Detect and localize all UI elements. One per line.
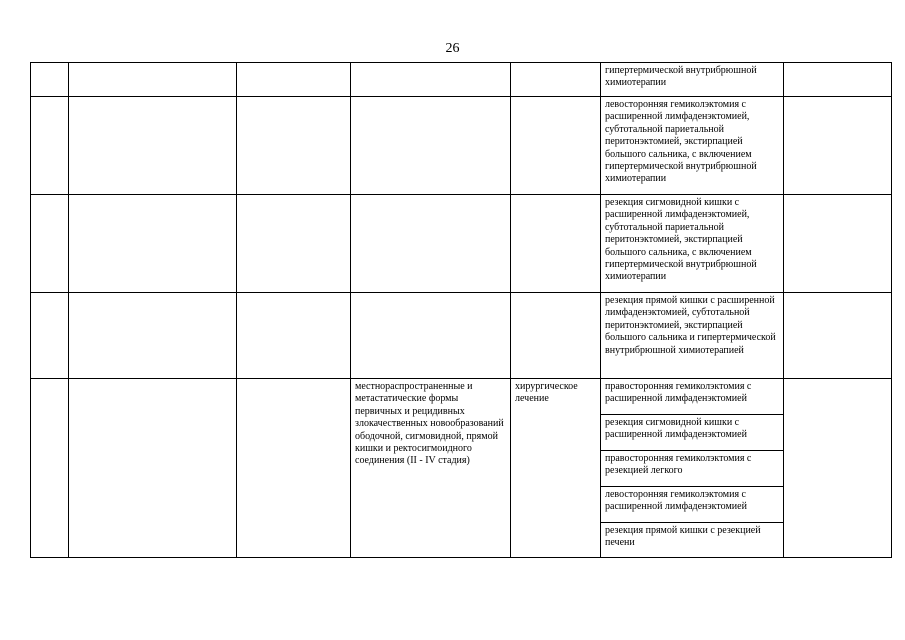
table-row [31, 97, 892, 195]
cell-extra [784, 379, 892, 558]
procedure-item [601, 523, 783, 557]
table-row [31, 293, 892, 379]
cell-diagnosis [351, 195, 511, 293]
diagnosis-text: местнораспространенные и метастатические формы первичных и рецидивных злокачественных новообразований ободочной, сигмовидной, прямой кишки и ректосигмоидного соединения (II - IV стадия) [355, 381, 504, 467]
procedure-item [601, 415, 783, 451]
cell-procedure [601, 97, 784, 195]
cell-treatment [511, 195, 601, 293]
cell-number [31, 195, 69, 293]
procedure-text: резекция прямой кишки с расширенной лимфаденэктомией, субтотальной перитонэктомией, экстирпацией большого сальника и гипертермической внутрибрюшной химиотерапией [605, 295, 776, 356]
procedure-item [601, 487, 783, 523]
cell-extra [784, 63, 892, 97]
procedure-text: резекция прямой кишки с резекцией печени [605, 525, 761, 549]
procedure-text: правосторонняя гемиколэктомия с расширенной лимфаденэктомией [605, 381, 752, 405]
cell-treatment [511, 97, 601, 195]
cell-treatment [511, 63, 601, 97]
cell-diagnosis [351, 63, 511, 97]
cell-code [237, 379, 351, 558]
procedures-table [30, 62, 892, 558]
cell-diagnosis [351, 97, 511, 195]
cell-procedure [601, 195, 784, 293]
cell-diagnosis [351, 379, 511, 558]
table-row [31, 195, 892, 293]
procedure-text: резекция сигмовидной кишки с расширенной лимфаденэктомией, субтотальной париетальной перитонэктомией, экстирпацией большого сальника, с включением гипертермической внутрибрюшной химиотерапии [605, 197, 757, 283]
cell-procedure-list [601, 379, 784, 558]
cell-profile [69, 195, 237, 293]
cell-number [31, 293, 69, 379]
procedure-text: левосторонняя гемиколэктомия с расширенной лимфаденэктомией [605, 489, 747, 513]
cell-extra [784, 97, 892, 195]
procedure-text: правосторонняя гемиколэктомия с резекцией легкого [605, 453, 752, 477]
cell-profile [69, 379, 237, 558]
procedure-text: резекция сигмовидной кишки с расширенной лимфаденэктомией [605, 417, 747, 441]
cell-treatment [511, 379, 601, 558]
cell-code [237, 195, 351, 293]
cell-number [31, 379, 69, 558]
cell-diagnosis [351, 293, 511, 379]
cell-extra [784, 195, 892, 293]
table-row [31, 379, 892, 558]
cell-code [237, 63, 351, 97]
cell-procedure [601, 293, 784, 379]
table-row [31, 63, 892, 97]
cell-number [31, 63, 69, 97]
page-number: 26 [445, 41, 460, 56]
cell-extra [784, 293, 892, 379]
procedure-text: левосторонняя гемиколэктомия с расширенной лимфаденэктомией, субтотальной париетальной перитонэктомией, экстирпацией большого сальника, с включением гипертермической внутрибрюшной химиотерапии [605, 99, 757, 185]
cell-number [31, 97, 69, 195]
cell-profile [69, 97, 237, 195]
cell-treatment [511, 293, 601, 379]
procedure-item [601, 451, 783, 487]
cell-procedure [601, 63, 784, 97]
cell-code [237, 97, 351, 195]
procedure-item [601, 379, 783, 415]
treatment-text: хирургическое лечение [515, 381, 578, 405]
cell-profile [69, 293, 237, 379]
cell-code [237, 293, 351, 379]
cell-profile [69, 63, 237, 97]
procedure-text: гипертермической внутрибрюшной химиотерапии [605, 65, 757, 89]
